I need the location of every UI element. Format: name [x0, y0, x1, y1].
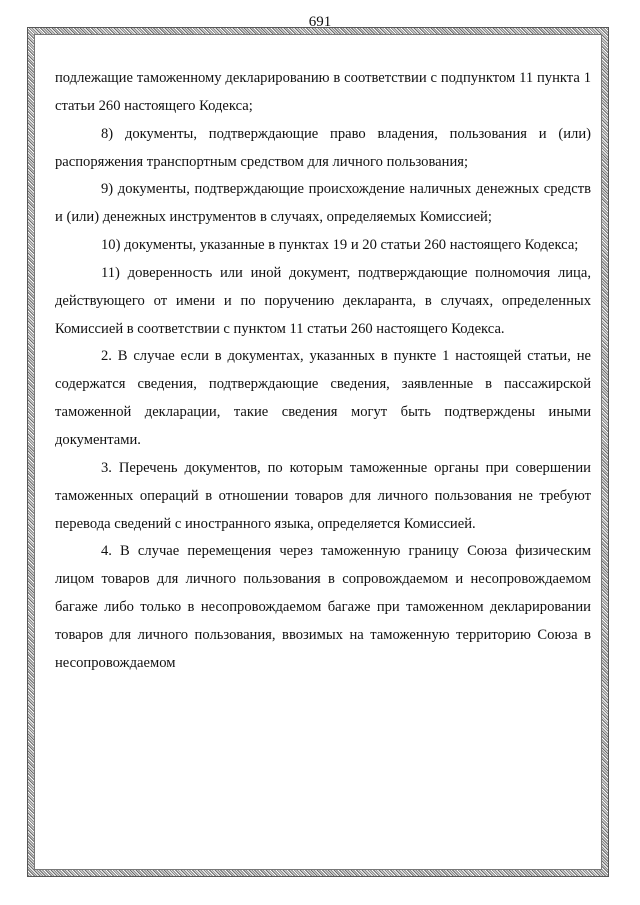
paragraph-continuation: подлежащие таможенному декларированию в соответствии с подпунктом 11 пункта 1 статьи 260 настоящего Кодекса; [55, 70, 591, 114]
paragraph-item-11: 11) доверенность или иной документ, подтверждающие полномочия лица, действующего от имени и по поручению декларанта, в случаях, определенных Комиссией в соответствии с пунктом 11 статьи 260 настоящего Кодекса. [55, 264, 591, 337]
paragraph-item-10: 10) документы, указанные в пунктах 19 и 20 статьи 260 настоящего Кодекса; [101, 237, 579, 254]
paragraph-point-2: 2. В случае если в документах, указанных в пункте 1 настоящей статьи, не содержатся сведения, подтверждающие сведения, заявленные в пассажирской таможенной декларации, такие сведения могут быть подтверждены иными документами. [55, 348, 591, 448]
paragraph-point-3: 3. Перечень документов, по которым таможенные органы при совершении таможенных операций в отношении товаров для личного пользования не требуют перевода сведений с иностранного языка, определяется Комиссией. [55, 459, 591, 532]
paragraph-item-9: 9) документы, подтверждающие происхождение наличных денежных средств и (или) денежных инструментов в случаях, определяемых Комиссией; [55, 181, 591, 226]
paragraph-point-4: 4. В случае перемещения через таможенную границу Союза физическим лицом товаров для личного пользования в сопровождаемом и несопровождаемом багаже либо только в несопровождаемом багаже при таможенном декларировании товаров для личного пользования, ввозимых на таможенную территорию Союза в несопровождаемом [55, 543, 591, 671]
paragraph-item-8: 8) документы, подтверждающие право владения, пользования и (или) распоряжения транспортным средством для личного пользования; [55, 125, 591, 170]
page-number: 691 [308, 14, 332, 30]
document-body [55, 65, 591, 678]
